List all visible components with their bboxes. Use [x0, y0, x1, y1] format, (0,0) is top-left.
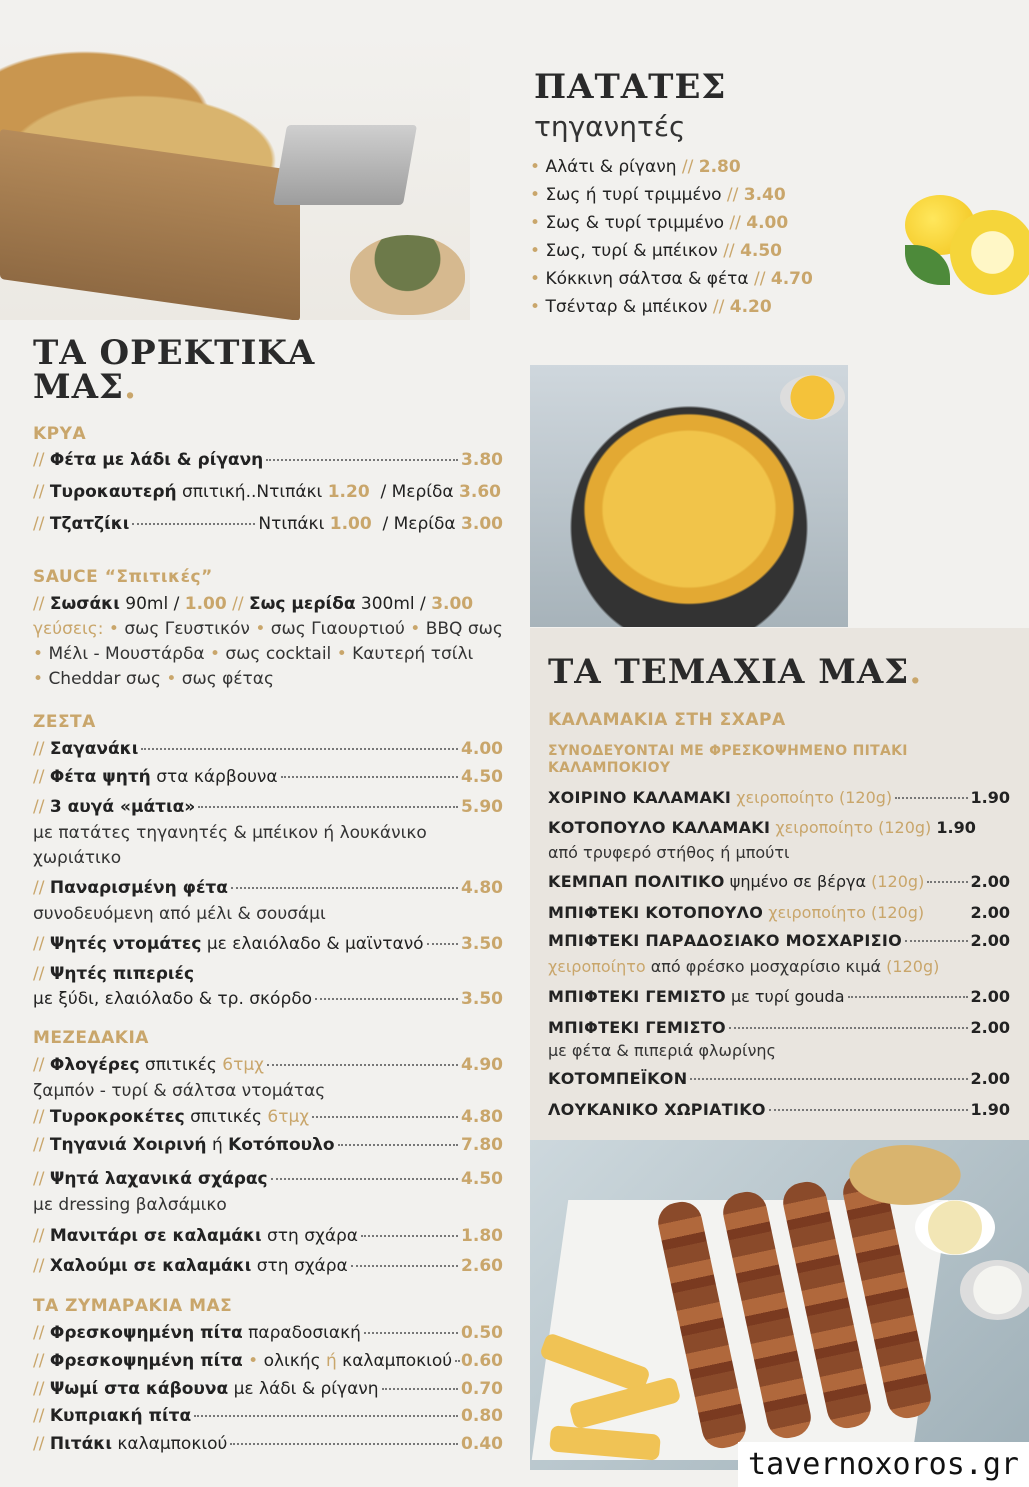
- category-mezedakia: ΜΕΖΕΔΑΚΙΑ: [33, 1028, 149, 1048]
- menu-item-peppers: // Ψητές πιπεριές: [33, 964, 195, 984]
- fries-title: ΠΑΤΑΤΕΣ: [534, 67, 727, 107]
- menu-item-kotobeikon: ΚΟΤΟΜΠΕΪΚΟΝ 2.00: [548, 1069, 1010, 1088]
- menu-item-feta-psiti: // Φέτα ψητή στα κάρβουνα 4.50: [33, 767, 503, 787]
- pieces-title: ΤΑ ΤΕΜΑΧΙΑ ΜΑΣ.: [548, 652, 923, 692]
- pieces-section: ΚΑΛΑΜΑΚΙΑ ΣΤΗ ΣΧΑΡΑ: [548, 710, 786, 730]
- menu-item-cyprus: // Κυπριακή πίτα 0.80: [33, 1406, 503, 1426]
- lemon-slice: [950, 210, 1029, 295]
- menu-item-stuffed-gouda: ΜΠΙΦΤΕΚΙ ΓΕΜΙΣΤΟ με τυρί gouda 2.00: [548, 987, 1010, 1006]
- menu-item-halloumi: // Χαλούμι σε καλαμάκι στη σχάρα 2.60: [33, 1256, 503, 1276]
- fries-photo: [530, 365, 848, 627]
- menu-item-vegetables: // Ψητά λαχανικά σχάρας 4.50: [33, 1169, 503, 1189]
- bread-photo: [0, 30, 470, 320]
- menu-item-tomatoes: // Ψητές ντομάτες με ελαιόλαδο & μαϊντανό 3.50: [33, 934, 503, 954]
- list-item: • Σως ή τυρί τριμμένο // 3.40: [530, 185, 786, 205]
- panarismeni-desc: συνοδευόμενη από μέλι & σουσάμι: [33, 904, 326, 924]
- menu-item-pita1: // Φρεσκοψημένη πίτα παραδοσιακή 0.50: [33, 1323, 503, 1343]
- list-item: • Σως, τυρί & μπέικον // 4.50: [530, 241, 783, 261]
- list-item: • Τσένταρ & μπέικον // 4.20: [530, 297, 772, 317]
- menu-item-stuffed-feta: ΜΠΙΦΤΕΚΙ ΓΕΜΙΣΤΟ 2.00: [548, 1018, 1010, 1037]
- vegetables-desc: με dressing βαλσάμικο: [33, 1195, 227, 1215]
- menu-item-pita2: // Φρεσκοψημένη πίτα • ολικής ή καλαμποκιού 0.60: [33, 1351, 503, 1371]
- category-sauce: SAUCE “Σπιτικές”: [33, 567, 213, 587]
- pita-bread: [840, 1140, 970, 1210]
- pieces-note: ΣΥΝΟΔΕΥΟΝΤΑΙ ΜΕ ΦΡΕΣΚΟΨΗΜΕΝΟ ΠΙΤΑΚΙ ΚΑΛΑΜΠΟΚΙΟΥ: [548, 743, 908, 776]
- category-cold: ΚΡΥΑ: [33, 424, 87, 444]
- menu-item-floyeres: // Φλογέρες σπιτικές 6τμχ 4.90: [33, 1055, 503, 1075]
- menu-item-bifteki-beef: ΜΠΙΦΤΕΚΙ ΠΑΡΑΔΟΣΙΑΚΟ ΜΟΣΧΑΡΙΣΙΟ 2.00: [548, 931, 1010, 950]
- eggs-desc: με πατάτες τηγανητές & μπέικον ή λουκάνικο χωριάτικο: [33, 823, 427, 868]
- menu-item-pitaki: // Πιτάκι καλαμποκιού 0.40: [33, 1434, 503, 1454]
- lemon-photo: [905, 190, 1029, 305]
- menu-item-feta: // Φέτα με λάδι & ρίγανη 3.80: [33, 450, 503, 470]
- cheese-sauce-bowl: [780, 375, 845, 420]
- menu-item-tyrokroketes: // Τυροκροκέτες σπιτικές 6τμχ 4.80: [33, 1107, 503, 1127]
- fries-list: [530, 156, 813, 324]
- bread-crate: [0, 129, 300, 320]
- menu-item-chicken: ΚΟΤΟΠΟΥΛΟ ΚΑΛΑΜΑΚΙ χειροποίητο (120g) 1.90: [548, 818, 976, 837]
- menu-item-pork: ΧΟΙΡΙΝΟ ΚΑΛΑΜΑΚΙ χειροποίητο (120g) 1.90: [548, 788, 1010, 807]
- sauce-flavors: γεύσεις: • σως Γευστικόν • σως Γιαουρτιού • BBQ σως • Μέλι - Μουστάρδα • σως cocktail • Καυτερή τσίλι • Cheddar σως • σως φέτας: [33, 619, 503, 689]
- list-item: • Σως & τυρί τριμμένο // 4.00: [530, 213, 789, 233]
- category-hot: ΖΕΣΤΑ: [33, 712, 96, 732]
- fries-subtitle: τηγανητές: [534, 110, 686, 143]
- skewers-photo: [530, 1140, 1029, 1470]
- menu-item-kebab: ΚΕΜΠΑΠ ΠΟΛΙΤΙΚΟ ψημένο σε βέργα (120g) 2.00: [548, 872, 1010, 891]
- category-doughs: ΤΑ ΖΥΜΑΡΑΚΙΑ ΜΑΣ: [33, 1296, 233, 1316]
- dip-bowl: [915, 1200, 995, 1255]
- chicken-desc: από τρυφερό στήθος ή μπούτι: [548, 843, 790, 862]
- menu-item-saganaki: // Σαγανάκι 4.00: [33, 739, 503, 759]
- menu-item-eggs: // 3 αυγά «μάτια» 5.90: [33, 797, 503, 817]
- appetizers-title: ΤΑ ΟΡΕΚΤΙΚΑ ΜΑΣ.: [33, 333, 316, 407]
- peppers-desc: με ξύδι, ελαιόλαδο & τρ. σκόρδο 3.50: [33, 989, 503, 1009]
- menu-item-tigania: // Τηγανιά Χοιρινή ή Κοτόπουλο 7.80: [33, 1135, 503, 1155]
- menu-item-bifteki-chicken: ΜΠΙΦΤΕΚΙ ΚΟΤΟΠΟΥΛΟ χειροποίητο (120g) 2.00: [548, 903, 1010, 922]
- menu-item-sauce: // Σωσάκι 90ml / 1.00 // Σως μερίδα 300ml / 3.00: [33, 594, 474, 614]
- list-item: • Αλάτι & ρίγανη // 2.80: [530, 157, 741, 177]
- menu-item-mushroom: // Μανιτάρι σε καλαμάκι στη σχάρα 1.80: [33, 1226, 503, 1246]
- stuffed-feta-desc: με φέτα & πιπεριά φλωρίνης: [548, 1041, 776, 1060]
- menu-item-tyrokafteri: // Τυροκαυτερή σπιτική..Ντιπάκι 1.20 / Μερίδα 3.60: [33, 482, 501, 502]
- list-item: • Κόκκινη σάλτσα & φέτα // 4.70: [530, 269, 813, 289]
- tzatziki-bowl: [960, 1260, 1029, 1320]
- oregano-bowl: [350, 235, 465, 315]
- flour-tray: [273, 125, 417, 205]
- menu-item-panarismeni: // Παναρισμένη φέτα 4.80: [33, 878, 503, 898]
- bifteki-beef-desc: χειροποίητο από φρέσκο μοσχαρίσιο κιμά (120g): [548, 957, 940, 976]
- menu-item-loukaniko: ΛΟΥΚΑΝΙΚΟ ΧΩΡΙΑΤΙΚΟ 1.90: [548, 1100, 1010, 1119]
- watermark[interactable]: tavernoxoros.gr: [738, 1442, 1029, 1487]
- menu-item-tzatziki: // Τζατζίκι Ντιπάκι 1.00 / Μερίδα 3.00: [33, 514, 503, 534]
- menu-item-bread: // Ψωμί στα κάβουνα με λάδι & ρίγανη 0.70: [33, 1379, 503, 1399]
- floyeres-desc: ζαμπόν - τυρί & σάλτσα ντομάτας: [33, 1081, 326, 1101]
